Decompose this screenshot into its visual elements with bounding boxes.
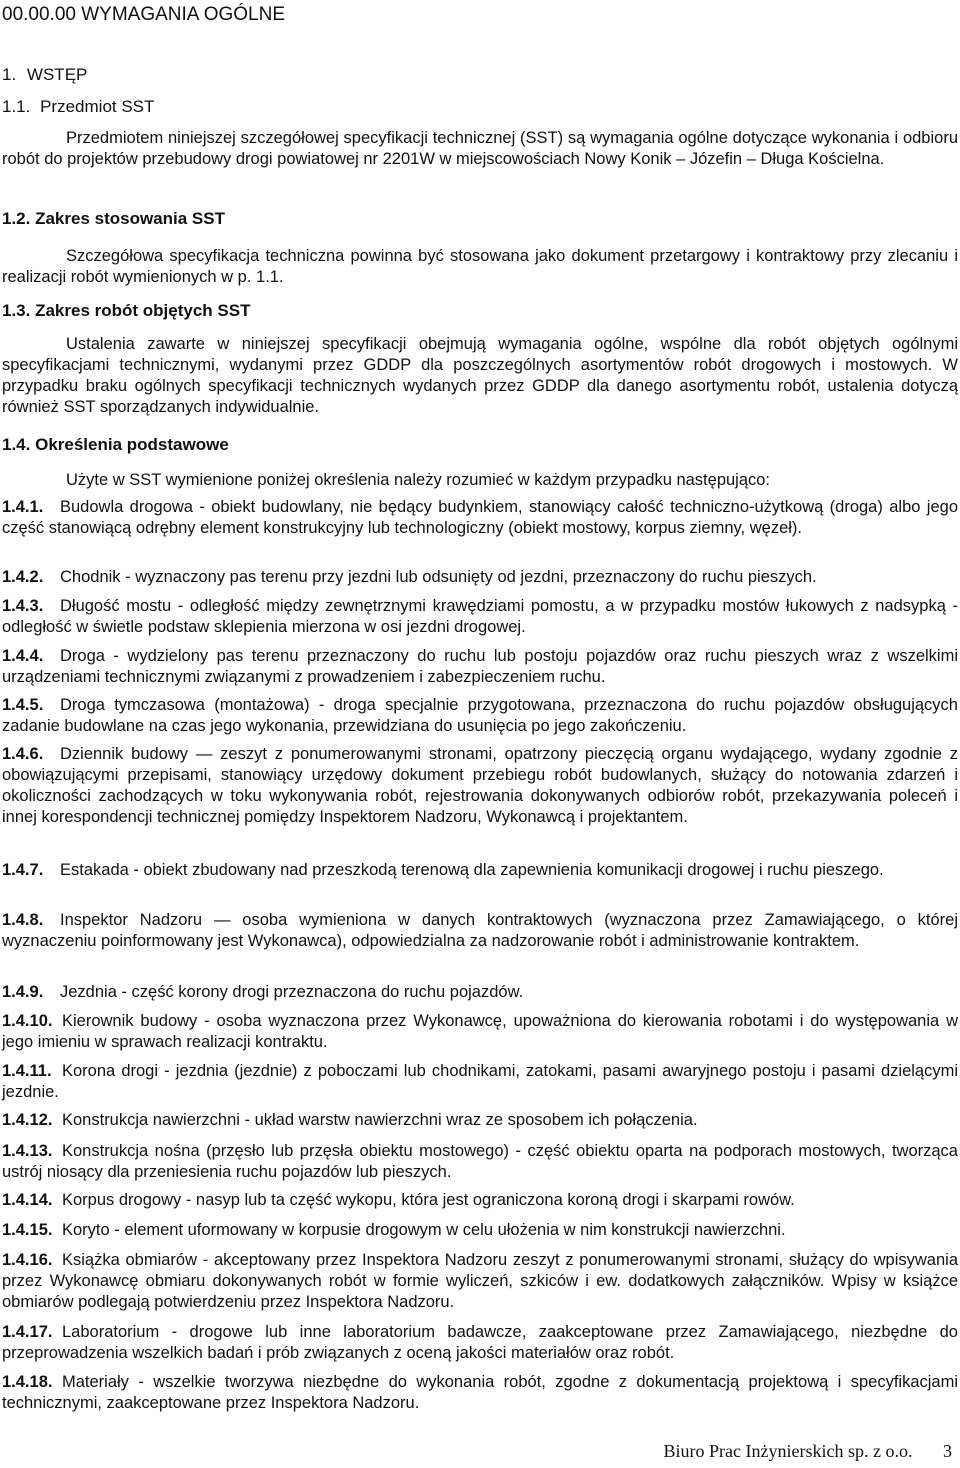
- page-footer: [664, 1440, 952, 1462]
- definition-number: 1.4.10.: [2, 1012, 53, 1030]
- definition-text: Droga tymczasowa (montażowa) - droga specjalnie przygotowana, przeznaczona do ruchu pojazdów obsługujących zadanie budowlane na czas jego wykonania, przewidziana do usunięcia po jego zakończeniu.: [2, 696, 958, 735]
- definition-number: 1.4.9.: [2, 983, 44, 1001]
- section-title: Przedmiot SST: [40, 97, 155, 116]
- page-number: 3: [943, 1441, 952, 1461]
- definition-1-4-8: [2, 910, 958, 952]
- definition-1-4-4: [2, 646, 958, 688]
- definition-number: 1.4.14.: [2, 1191, 53, 1209]
- definition-number: 1.4.16.: [2, 1251, 53, 1269]
- definition-text: Inspektor Nadzoru — osoba wymieniona w danych kontraktowych (wyznaczona przez Zamawiającego, o której wyznaczeniu poinformowany jest Wykonawca), odpowiedzialna za nadzorowanie robót i administrowanie kontraktem.: [2, 911, 958, 950]
- definition-1-4-13: [2, 1141, 958, 1183]
- section-1-3-text: Ustalenia zawarte w niniejszej specyfikacji obejmują wymagania ogólne, wspólne dla robót objętych ogólnymi specyfikacjami technicznymi, wydanymi przez GDDP dla poszczególnych asortymentów robót drogowych i mostowych. W przypadku braku ogólnych specyfikacji technicznych wydanych przez GDDP dla danego asortymentu robót, ustalenia dotyczą również SST sporządzanych indywidualnie.: [2, 335, 958, 416]
- definition-number: 1.4.2.: [2, 568, 44, 586]
- definition-text: Laboratorium - drogowe lub inne laboratorium badawcze, zaakceptowane przez Zamawiającego, niezbędne do przeprowadzenia wszelkich badań i prób związanych z oceną jakości materiałów oraz robót.: [2, 1323, 958, 1362]
- definition-1-4-18: [2, 1372, 958, 1414]
- definition-text: Dziennik budowy — zeszyt z ponumerowanymi stronami, opatrzony pieczęcią organu wydającego, wydany zgodnie z obowiązującymi przepisami, stanowiący urzędowy dokument przebiegu robót budowlanych, służący do notowania zdarzeń i okoliczności zachodzących w toku wykonywania robót, rejestrowania dokonywanych odbiorów robót, przekazywania poleceń i innej korespondencji technicznej pomiędzy Inspektorem Nadzoru, Wykonawcą i projektantem.: [2, 745, 958, 826]
- section-number: 1.4.: [2, 435, 31, 454]
- section-title: Określenia podstawowe: [35, 435, 229, 454]
- definition-1-4-11: [2, 1061, 958, 1103]
- definition-number: 1.4.6.: [2, 745, 44, 763]
- definition-text: Budowla drogowa - obiekt budowlany, nie będący budynkiem, stanowiący całość techniczno-użytkową (droga) albo jego część stanowiącą odrębny element konstrukcyjny lub technologiczny (obiekt mostowy, korpus ziemny, węzeł).: [2, 498, 958, 537]
- definition-text: Książka obmiarów - akceptowany przez Inspektora Nadzoru zeszyt z ponumerowanymi stronami, służący do wpisywania przez Wykonawcę obmiaru dokonywanych robót w formie wyliczeń, szkiców i ew. dodatkowych załączników. Wpisy w książce obmiarów podlegają potwierdzeniu przez Inspektora Nadzoru.: [2, 1251, 958, 1311]
- definition-1-4-17: [2, 1322, 958, 1364]
- definition-text: Korona drogi - jezdnia (jezdnie) z poboczami lub chodnikami, zatokami, pasami awaryjnego postoju i pasami dzielącymi jezdnie.: [2, 1062, 958, 1101]
- definition-text: Estakada - obiekt zbudowany nad przeszkodą terenową dla zapewnienia komunikacji drogowej i ruchu pieszego.: [60, 861, 884, 879]
- section-1-heading: [2, 64, 87, 86]
- section-title: Zakres robót objętych SST: [35, 301, 251, 320]
- section-number: 1.: [2, 65, 17, 84]
- definition-1-4-14: [2, 1190, 958, 1211]
- definition-number: 1.4.5.: [2, 696, 44, 714]
- definition-1-4-10: [2, 1011, 958, 1053]
- definition-number: 1.4.4.: [2, 647, 44, 665]
- section-number: 1.3.: [2, 301, 31, 320]
- definition-number: 1.4.15.: [2, 1221, 53, 1239]
- footer-company: Biuro Prac Inżynierskich sp. z o.o.: [663, 1441, 913, 1461]
- definition-1-4-3: [2, 596, 958, 638]
- definition-1-4-6: [2, 744, 958, 828]
- definition-number: 1.4.8.: [2, 911, 44, 929]
- section-title: WSTĘP: [26, 65, 88, 84]
- section-number: 1.2.: [2, 209, 31, 228]
- definition-text: Droga - wydzielony pas terenu przeznaczony do ruchu lub postoju pojazdów oraz ruchu pieszych wraz z wszelkimi urządzeniami technicznymi związanymi z prowadzeniem i zabezpieczeniem ruchu.: [2, 647, 958, 686]
- definition-text: Chodnik - wyznaczony pas terenu przy jezdni lub odsunięty od jezdni, przeznaczony do ruchu pieszych.: [60, 568, 817, 586]
- definition-text: Koryto - element uformowany w korpusie drogowym w celu ułożenia w nim konstrukcji nawierzchni.: [62, 1221, 786, 1239]
- definition-1-4-16: [2, 1250, 958, 1313]
- definition-number: 1.4.12.: [2, 1111, 53, 1129]
- definition-text: Korpus drogowy - nasyp lub ta część wykopu, która jest ograniczona koroną drogi i skarpami rowów.: [62, 1191, 795, 1209]
- definition-text: Jezdnia - część korony drogi przeznaczona do ruchu pojazdów.: [60, 983, 524, 1001]
- definition-1-4-1: [2, 497, 958, 539]
- section-title: Zakres stosowania SST: [35, 209, 225, 228]
- definition-number: 1.4.3.: [2, 597, 44, 615]
- definition-number: 1.4.11.: [2, 1062, 52, 1080]
- section-1-3-heading: [2, 300, 250, 322]
- section-1-4-intro: Użyte w SST wymienione poniżej określenia należy rozumieć w każdym przypadku następująco:: [66, 471, 771, 489]
- section-1-2-text: Szczegółowa specyfikacja techniczna powinna być stosowana jako dokument przetargowy i kontraktowy przy zlecaniu i realizacji robót wymienionych w p. 1.1.: [2, 247, 958, 286]
- definition-number: 1.4.7.: [2, 861, 44, 879]
- definition-text: Materiały - wszelkie tworzywa niezbędne do wykonania robót, zgodne z dokumentacją projektową i specyfikacjami technicznymi, zaakceptowane przez Inspektora Nadzoru.: [2, 1373, 958, 1412]
- definition-1-4-7: [2, 860, 958, 881]
- definition-1-4-2: [2, 567, 958, 588]
- definition-text: Konstrukcja nośna (przęsło lub przęsła obiektu mostowego) - część obiektu oparta na podporach mostowych, tworząca ustrój niosący dla przeniesienia ruchu pojazdów lub pieszych.: [2, 1142, 958, 1181]
- section-1-1-heading: [2, 96, 154, 118]
- definition-1-4-12: [2, 1110, 958, 1131]
- definition-text: Konstrukcja nawierzchni - układ warstw nawierzchni wraz ze sposobem ich połączenia.: [62, 1111, 698, 1129]
- document-title: 00.00.00 WYMAGANIA OGÓLNE: [2, 4, 285, 25]
- section-number: 1.1.: [2, 97, 31, 116]
- definition-number: 1.4.1.: [2, 498, 44, 516]
- section-1-1-text: Przedmiotem niniejszej szczegółowej specyfikacji technicznej (SST) są wymagania ogólne dotyczące wykonania i odbioru robót do projektów przebudowy drogi powiatowej nr 2201W w miejscowościach Nowy Konik – Józefin – Długa Kościelna.: [2, 129, 958, 168]
- definition-1-4-15: [2, 1220, 958, 1241]
- section-1-4-heading: [2, 434, 229, 456]
- definition-1-4-5: [2, 695, 958, 737]
- definition-1-4-9: [2, 982, 958, 1003]
- section-1-2-heading: [2, 208, 225, 230]
- definition-number: 1.4.18.: [2, 1373, 53, 1391]
- definition-number: 1.4.17.: [2, 1323, 53, 1341]
- definition-number: 1.4.13.: [2, 1142, 53, 1160]
- definition-text: Długość mostu - odległość między zewnętrznymi krawędziami pomostu, a w przypadku mostów łukowych z nadsypką - odległość w świetle podstaw sklepienia mierzona w osi jezdni drogowej.: [2, 597, 958, 636]
- definition-text: Kierownik budowy - osoba wyznaczona przez Wykonawcę, upoważniona do kierowania robotami i do występowania w jego imieniu w sprawach realizacji kontraktu.: [2, 1012, 958, 1051]
